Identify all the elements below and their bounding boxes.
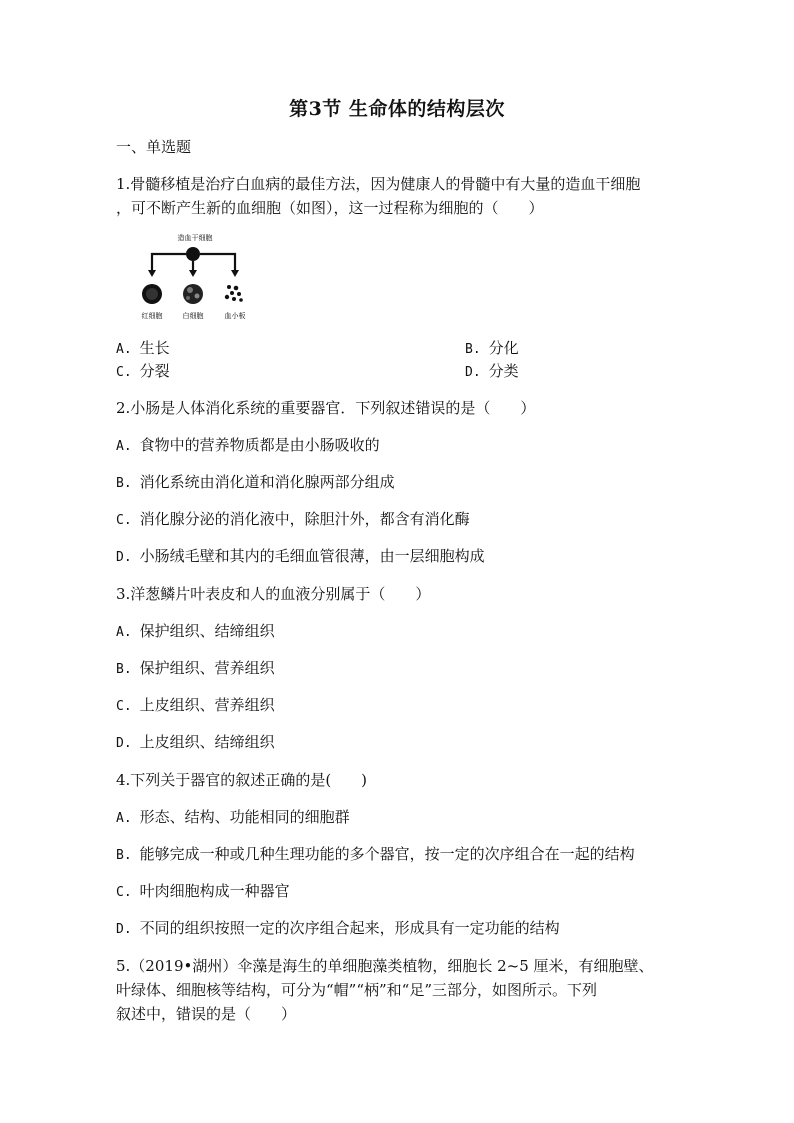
figure-label-platelet: 血小板 — [224, 312, 246, 320]
question-5-line-2: 叶绿体、细胞核等结构，可分为“帽”“柄”和“足”三部分，如图所示。下列 — [116, 981, 598, 999]
figure-label-white-cell: 白细胞 — [182, 312, 204, 320]
page-title: 第3节 生命体的结构层次 — [289, 98, 505, 120]
q4-option-b: B. 能够完成一种或几种生理功能的多个器官，按一定的次序组合在一起的结构 — [116, 845, 635, 863]
question-4-stem: 4.下列关于器官的叙述正确的是( ) — [116, 771, 368, 789]
question-1-line-2: ，可不断产生新的血细胞（如图），这一过程称为细胞的（ ） — [116, 199, 544, 217]
section-heading: 一、单选题 — [116, 138, 192, 156]
q1-option-a: A. 生长 — [116, 339, 170, 357]
q2-option-d: D. 小肠绒毛壁和其内的毛细血管很薄，由一层细胞构成 — [116, 547, 485, 565]
question-3-stem: 3.洋葱鳞片叶表皮和人的血液分别属于（ ） — [116, 585, 431, 603]
question-5-line-3: 叙述中，错误的是（ ） — [116, 1005, 297, 1023]
q3-option-c: C. 上皮组织、营养组织 — [116, 696, 275, 714]
q2-option-a: A. 食物中的营养物质都是由小肠吸收的 — [116, 436, 380, 454]
q2-option-c: C. 消化腺分泌的消化液中，除胆汁外，都含有消化酶 — [116, 510, 470, 528]
white-blood-cell-icon — [183, 284, 203, 304]
question-5-line-1: 5.（2019•湖州）伞藻是海生的单细胞藻类植物，细胞长 2~5 厘米，有细胞壁、 — [116, 957, 654, 975]
platelet-icon — [225, 285, 243, 302]
stem-cell-icon — [186, 247, 200, 261]
figure-label-stem-cell: 造血干细胞 — [177, 234, 213, 242]
q3-option-d: D. 上皮组织、结缔组织 — [116, 733, 275, 751]
q1-option-c: C. 分裂 — [116, 362, 170, 380]
q1-option-d: D. 分类 — [465, 362, 519, 380]
q3-option-a: A. 保护组织、结缔组织 — [116, 622, 275, 640]
blood-cell-differentiation-figure — [130, 232, 260, 322]
q1-option-b: B. 分化 — [465, 339, 519, 357]
figure-label-red-cell: 红细胞 — [141, 312, 163, 320]
q2-option-b: B. 消化系统由消化道和消化腺两部分组成 — [116, 473, 395, 491]
question-2-stem: 2.小肠是人体消化系统的重要器官．下列叙述错误的是（ ） — [116, 399, 536, 417]
q4-option-c: C. 叶肉细胞构成一种器官 — [116, 882, 290, 900]
q4-option-d: D. 不同的组织按照一定的次序组合起来，形成具有一定功能的结构 — [116, 919, 560, 937]
arrow-left-icon — [152, 254, 186, 272]
arrow-right-icon — [200, 254, 235, 272]
question-1-line-1: 1.骨髓移植是治疗白血病的最佳方法，因为健康人的骨髓中有大量的造血干细胞 — [116, 175, 641, 193]
q4-option-a: A. 形态、结构、功能相同的细胞群 — [116, 808, 350, 826]
q3-option-b: B. 保护组织、营养组织 — [116, 659, 275, 677]
